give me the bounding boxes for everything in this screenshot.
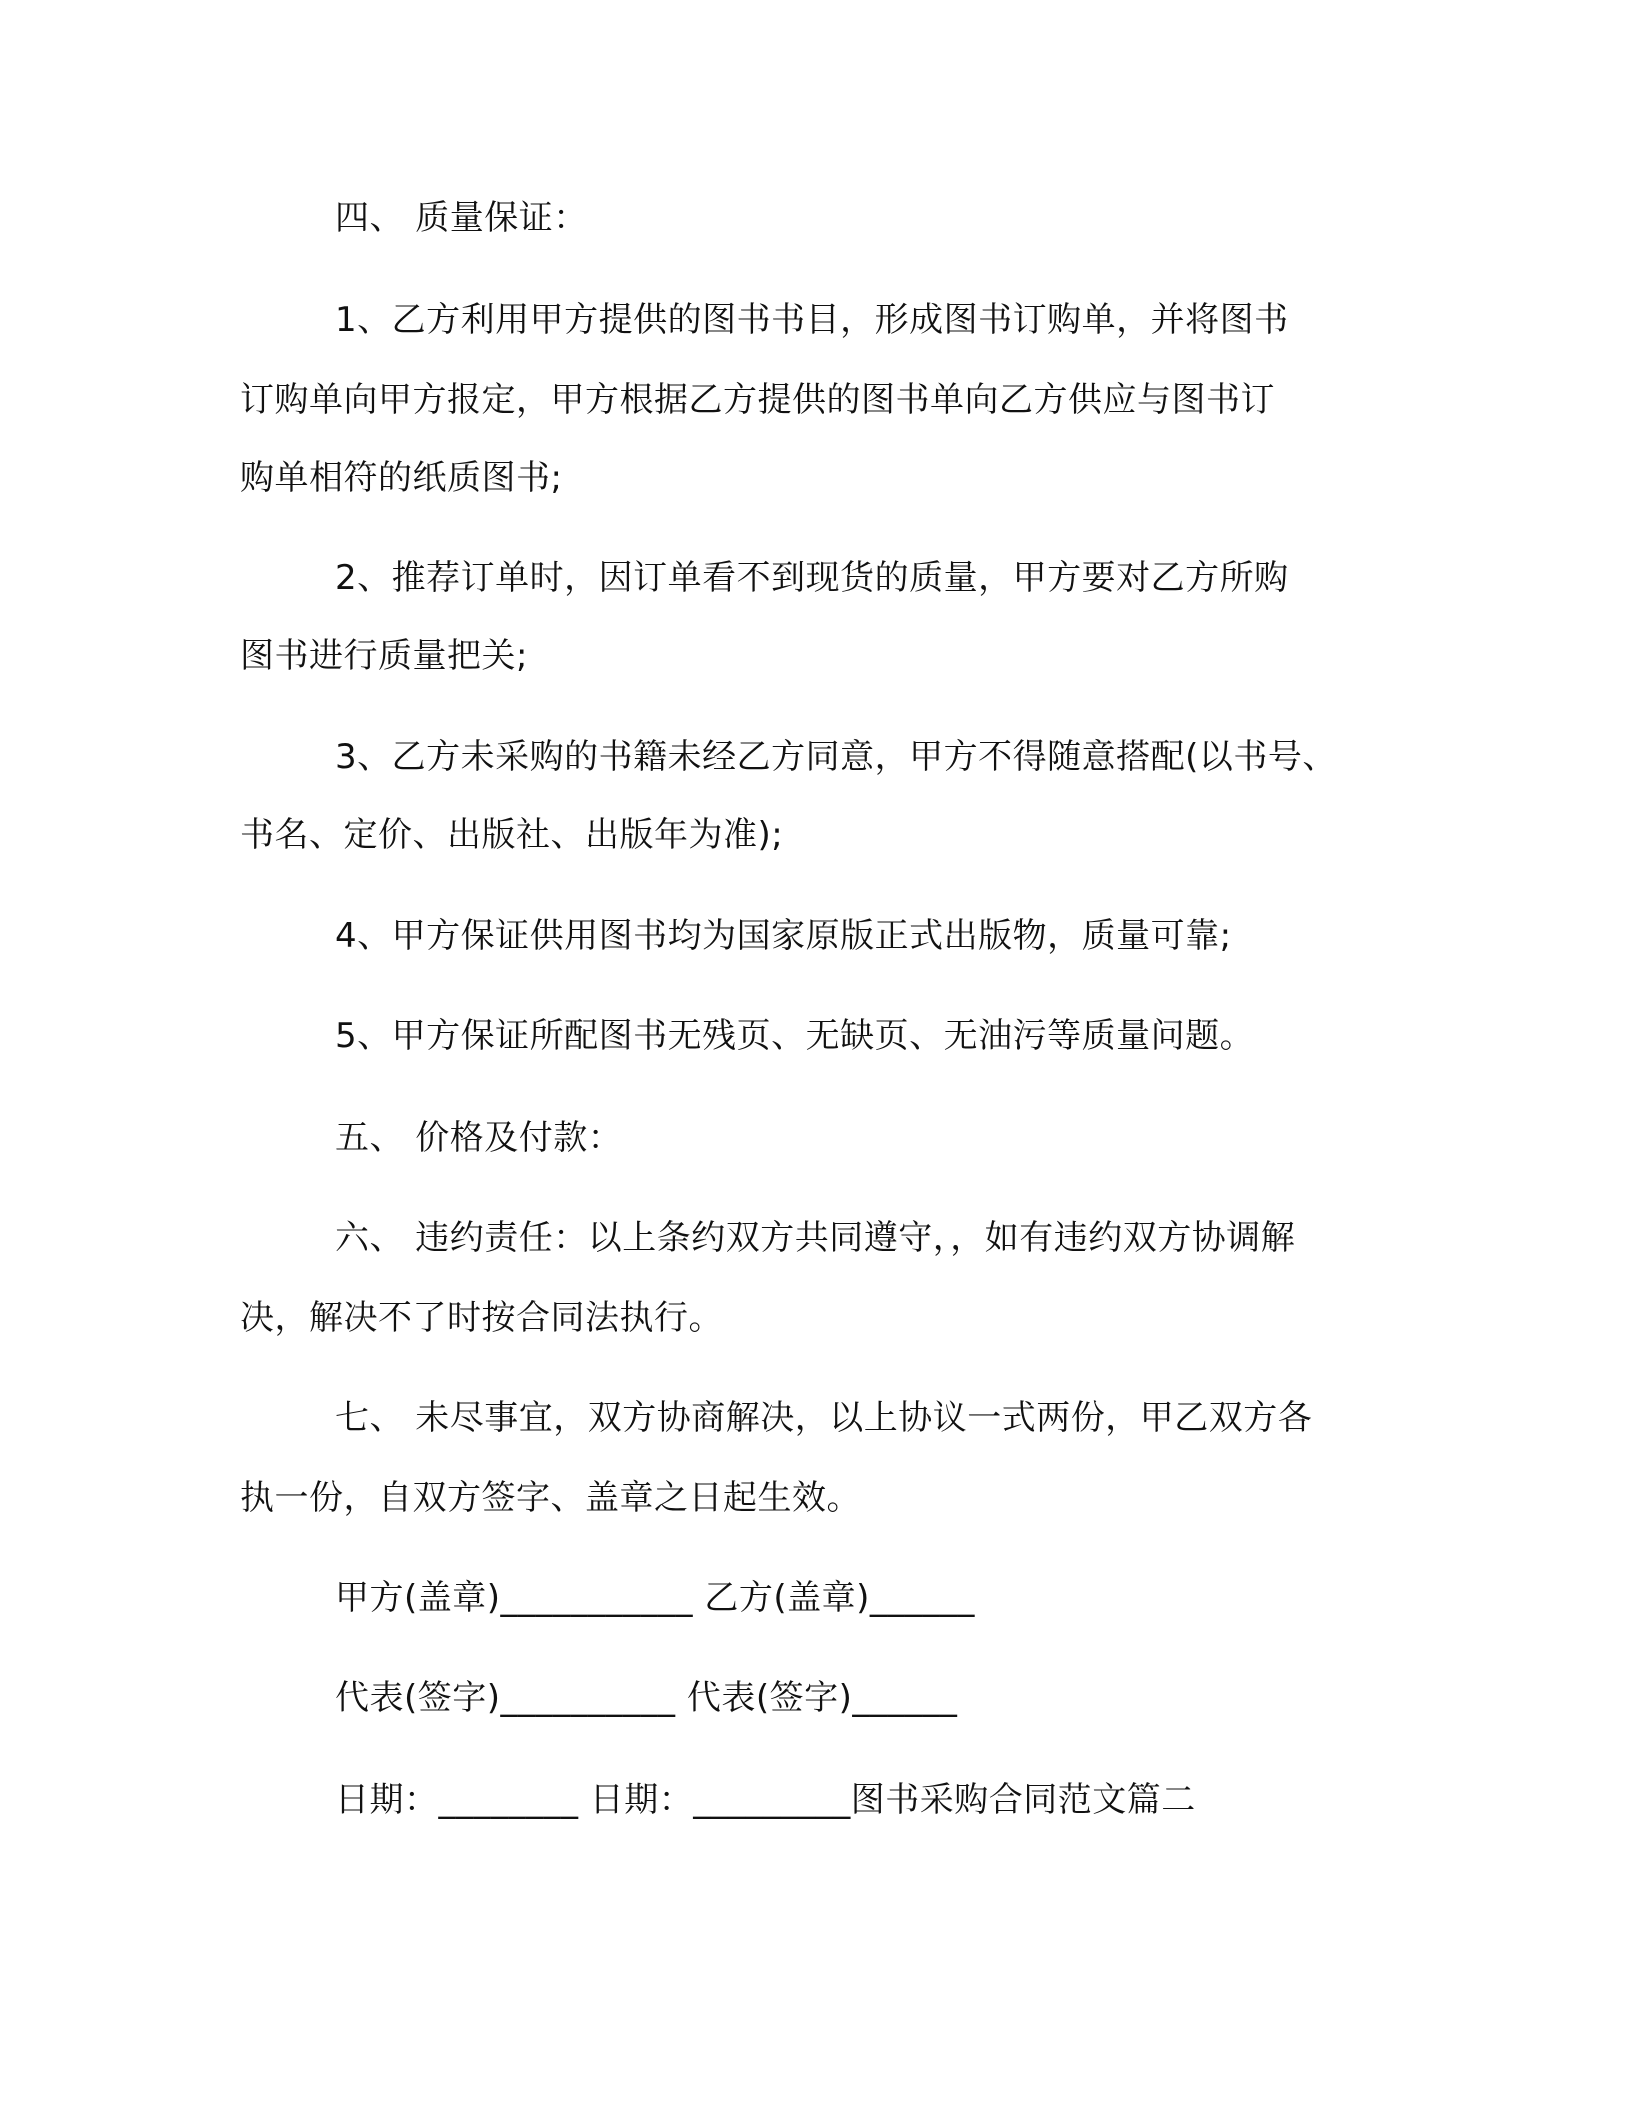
paragraph-line: 5、甲方保证所配图书无残页、无缺页、无油污等质量问题。 [335, 1016, 1255, 1056]
signature-rep-line: 代表(签字)__________ 代表(签字)______ [335, 1678, 958, 1718]
paragraph-line: 六、 违约责任：以上条约双方共同遵守，，如有违约双方协调解 [335, 1218, 1296, 1258]
paragraph-line: 执一份，自双方签字、盖章之日起生效。 [240, 1478, 861, 1518]
paragraph-line: 购单相符的纸质图书; [240, 458, 563, 498]
section-heading-quality: 四、 质量保证： [335, 198, 588, 238]
paragraph-line: 图书进行质量把关; [240, 636, 528, 676]
paragraph-line: 1、乙方利用甲方提供的图书书目，形成图书订购单，并将图书 [335, 300, 1289, 340]
paragraph-line: 七、 未尽事宜，双方协商解决，以上协议一式两份，甲乙双方各 [335, 1398, 1313, 1438]
paragraph-line: 3、乙方未采购的书籍未经乙方同意，甲方不得随意搭配(以书号、 [335, 737, 1337, 777]
paragraph-line: 2、推荐订单时，因订单看不到现货的质量，甲方要对乙方所购 [335, 558, 1289, 598]
section-heading-price: 五、 价格及付款： [335, 1118, 623, 1158]
paragraph-line: 4、甲方保证供用图书均为国家原版正式出版物，质量可靠; [335, 916, 1232, 956]
paragraph-line: 书名、定价、出版社、出版年为准); [240, 815, 784, 855]
signature-seal-line: 甲方(盖章)___________ 乙方(盖章)______ [335, 1578, 975, 1618]
paragraph-line: 决，解决不了时按合同法执行。 [240, 1298, 723, 1338]
signature-date-line: 日期：________ 日期：_________图书采购合同范文篇二 [335, 1780, 1196, 1820]
paragraph-line: 订购单向甲方报定，甲方根据乙方提供的图书单向乙方供应与图书订 [240, 380, 1275, 420]
